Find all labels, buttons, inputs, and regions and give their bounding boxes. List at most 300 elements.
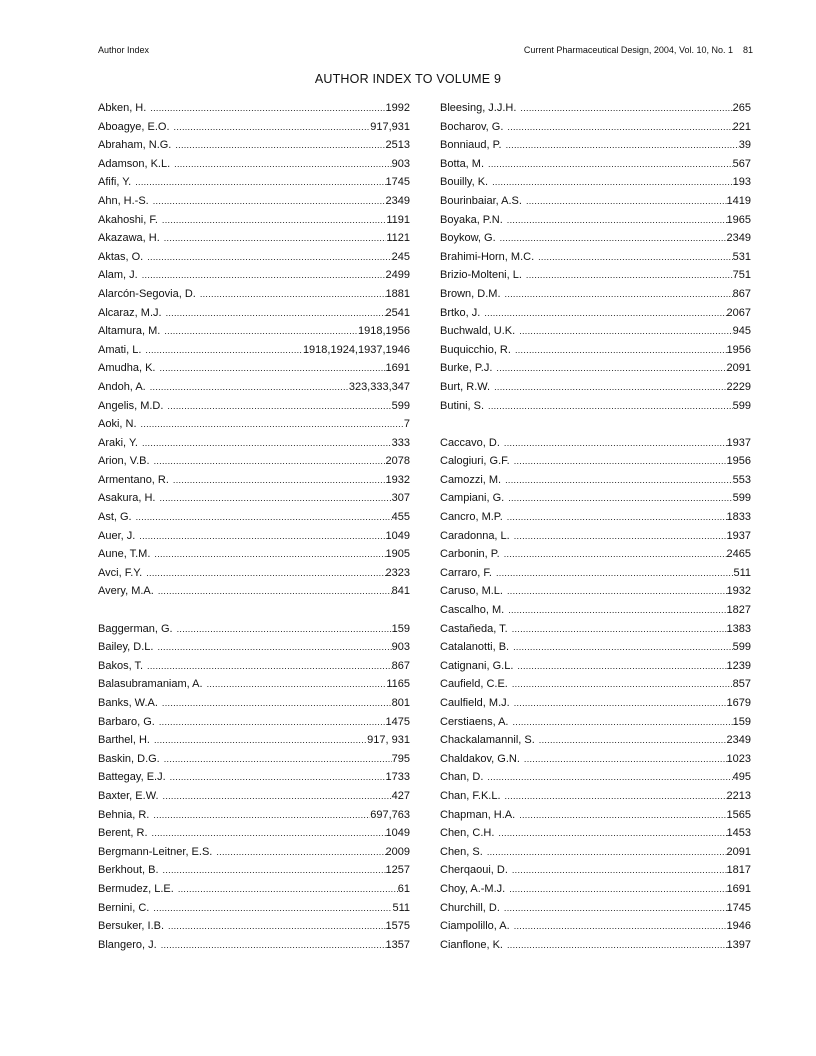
dot-leader: [508, 601, 726, 620]
author-name: Catignani, G.L.: [440, 659, 514, 672]
dot-leader: [154, 731, 367, 750]
index-entry: [98, 675, 410, 694]
index-entry: [440, 713, 751, 732]
dot-leader: [492, 173, 733, 192]
index-entry: [440, 638, 751, 657]
page-numbers: 2349: [385, 194, 410, 207]
index-entry: [98, 768, 410, 787]
page-numbers: 1956: [726, 455, 751, 468]
author-name: Abken, H.: [98, 102, 147, 114]
page-numbers: 323,333,347: [348, 380, 410, 393]
page-numbers: 1165: [386, 678, 410, 691]
page-numbers: 1475: [385, 715, 410, 728]
page-numbers: 917, 931: [367, 734, 410, 747]
author-name: Araki, Y.: [98, 436, 138, 449]
index-entry: [440, 731, 751, 750]
author-name: Adamson, K.L.: [98, 157, 171, 170]
author-name: Aoki, N.: [98, 418, 137, 431]
page-numbers: 567: [732, 157, 751, 170]
author-name: Castañeda, T.: [440, 622, 508, 635]
index-entry: [98, 266, 410, 285]
dot-leader: [517, 657, 726, 676]
author-name: Barbaro, G.: [98, 715, 155, 728]
page-numbers: 751: [732, 269, 751, 282]
page-numbers: 801: [391, 697, 410, 709]
dot-leader: [159, 489, 391, 508]
dot-leader: [487, 843, 727, 862]
dot-leader: [147, 657, 392, 676]
index-entry: [440, 155, 751, 174]
page-title: AUTHOR INDEX TO VOLUME 9: [314, 72, 502, 86]
index-entry: [440, 750, 751, 769]
index-entry: [440, 118, 751, 137]
author-name: Akahoshi, F.: [98, 213, 158, 226]
page-numbers: 2078: [385, 455, 410, 468]
page-numbers: 841: [391, 585, 410, 598]
dot-leader: [507, 118, 732, 137]
dot-leader: [159, 713, 386, 732]
author-name: Bailey, D.L.: [98, 641, 154, 654]
page-numbers: 1827: [726, 604, 751, 617]
page-numbers: 333: [391, 436, 410, 449]
page-numbers: 2349: [726, 734, 751, 747]
author-name: Avery, M.A.: [98, 585, 154, 598]
index-entry: [440, 806, 751, 825]
page-numbers: 867: [391, 659, 410, 672]
page-numbers: 2213: [726, 789, 751, 802]
dot-leader: [150, 378, 349, 397]
index-entry: [440, 341, 751, 360]
dot-leader: [496, 564, 733, 583]
page-numbers: 1121: [386, 232, 410, 245]
page-numbers: 2465: [726, 548, 751, 561]
dot-leader: [161, 936, 386, 955]
index-entry: [98, 99, 410, 118]
dot-leader: [494, 378, 726, 397]
dot-leader: [512, 713, 732, 732]
page-numbers: 1833: [726, 511, 751, 524]
index-entry: [440, 545, 751, 564]
page-numbers: 221: [732, 120, 751, 133]
index-entry: [98, 880, 410, 899]
page-numbers: 511: [733, 566, 751, 579]
author-name: Burke, P.J.: [440, 362, 493, 375]
author-name: Cherqaoui, D.: [440, 864, 508, 877]
author-name: Brtko, J.: [440, 306, 481, 319]
index-entry: [440, 322, 751, 341]
page-numbers: 697,763: [370, 808, 410, 821]
page-numbers: 795: [391, 752, 410, 765]
index-entry: [98, 248, 410, 267]
index-column-left: [98, 99, 410, 954]
dot-leader: [505, 471, 733, 490]
dot-leader: [519, 806, 726, 825]
page-numbers: 553: [732, 473, 751, 486]
page-numbers: 2229: [726, 380, 751, 393]
dot-leader: [514, 917, 727, 936]
page-numbers: 39: [738, 139, 751, 152]
author-name: Caufield, C.E.: [440, 678, 508, 691]
page-numbers: 531: [732, 250, 751, 263]
index-entry: [440, 471, 751, 490]
index-entry: [98, 211, 410, 230]
dot-leader: [506, 136, 739, 155]
index-entry: [440, 768, 751, 787]
author-name: Bonniaud, P.: [440, 139, 502, 152]
dot-leader: [484, 304, 726, 323]
author-name: Carraro, F.: [440, 566, 492, 579]
page-numbers: 867: [732, 287, 751, 300]
index-entry: [98, 136, 410, 155]
section-spacer: [440, 415, 751, 434]
page-numbers: 599: [732, 641, 751, 654]
dot-leader: [509, 880, 726, 899]
page-numbers: 1918,1924,1937,1946: [302, 343, 410, 356]
page-numbers: 1453: [726, 827, 751, 840]
index-entry: [440, 378, 751, 397]
page-numbers: 265: [732, 102, 751, 114]
dot-leader: [158, 582, 392, 601]
dot-leader: [515, 341, 727, 360]
page-numbers: 917,931: [370, 120, 410, 133]
page-numbers: 1965: [726, 213, 751, 226]
author-name: Bergmann-Leitner, E.S.: [98, 845, 213, 858]
index-entry: [440, 211, 751, 230]
index-entry: [440, 694, 751, 713]
index-entry: [98, 285, 410, 304]
page-numbers: 1946: [726, 920, 751, 933]
dot-leader: [514, 527, 727, 546]
author-name: Bleesing, J.J.H.: [440, 102, 517, 114]
author-name: Butini, S.: [440, 399, 485, 412]
author-name: Campiani, G.: [440, 492, 505, 505]
page-numbers: 1257: [385, 864, 410, 877]
author-name: Altamura, M.: [98, 325, 161, 338]
page-numbers: 1191: [386, 213, 410, 226]
dot-leader: [164, 750, 392, 769]
dot-leader: [178, 880, 398, 899]
author-name: Ahn, H.-S.: [98, 194, 149, 207]
author-name: Ast, G.: [98, 511, 132, 524]
dot-leader: [514, 452, 727, 471]
author-name: Asakura, H.: [98, 492, 156, 505]
index-entry: [440, 229, 751, 248]
page-numbers: 945: [732, 325, 751, 338]
index-entry: [440, 136, 751, 155]
author-name: Afifi, Y.: [98, 176, 132, 189]
dot-leader: [507, 508, 727, 527]
author-name: Armentano, R.: [98, 473, 169, 486]
page-numbers: 159: [732, 715, 751, 728]
index-entry: [98, 917, 410, 936]
author-name: Bernini, C.: [98, 901, 150, 914]
page-numbers: 2091: [726, 845, 751, 858]
dot-leader: [139, 527, 385, 546]
page-numbers: 1049: [385, 827, 410, 840]
index-entry: [98, 787, 410, 806]
page-numbers: 1733: [385, 771, 410, 784]
index-entry: [440, 508, 751, 527]
page-numbers: 1992: [385, 102, 410, 114]
author-name: Angelis, M.D.: [98, 399, 164, 412]
index-entry: [98, 452, 410, 471]
page-numbers: 307: [391, 492, 410, 505]
author-name: Brizio-Molteni, L.: [440, 269, 522, 282]
index-entry: [440, 601, 751, 620]
dot-leader: [162, 694, 392, 713]
dot-leader: [141, 415, 404, 434]
index-entry: [440, 285, 751, 304]
author-name: Chen, C.H.: [440, 827, 495, 840]
index-entry: [98, 750, 410, 769]
dot-leader: [488, 155, 733, 174]
page-numbers: 511: [392, 901, 410, 914]
author-name: Chapman, H.A.: [440, 808, 516, 821]
author-name: Bakos, T.: [98, 659, 144, 672]
dot-leader: [512, 675, 733, 694]
index-entry: [98, 508, 410, 527]
author-name: Alcaraz, M.J.: [98, 306, 162, 319]
dot-leader: [507, 582, 727, 601]
index-entry: [98, 415, 410, 434]
dot-leader: [174, 155, 391, 174]
author-name: Akazawa, H.: [98, 232, 160, 245]
author-name: Chan, D.: [440, 771, 484, 784]
author-name: Ciampolillo, A.: [440, 920, 510, 933]
index-entry: [98, 359, 410, 378]
author-name: Burt, R.W.: [440, 380, 491, 393]
dot-leader: [159, 359, 385, 378]
dot-leader: [539, 731, 727, 750]
dot-leader: [488, 397, 733, 416]
dot-leader: [173, 471, 386, 490]
index-entry: [98, 545, 410, 564]
author-name: Arion, V.B.: [98, 455, 150, 468]
dot-leader: [153, 899, 392, 918]
dot-leader: [487, 768, 732, 787]
page-numbers: 2009: [385, 845, 410, 858]
page-numbers: 1575: [385, 920, 410, 933]
author-name: Chen, S.: [440, 845, 483, 858]
author-name: Avci, F.Y.: [98, 566, 143, 579]
index-entry: [440, 304, 751, 323]
author-name: Calogiuri, G.F.: [440, 455, 510, 468]
index-entry: [98, 229, 410, 248]
index-entry: [98, 564, 410, 583]
index-entry: [98, 192, 410, 211]
author-name: Battegay, E.J.: [98, 771, 166, 784]
author-name: Berent, R.: [98, 827, 148, 840]
page-numbers: 159: [391, 622, 410, 635]
dot-leader: [498, 824, 726, 843]
author-name: Caruso, M.L.: [440, 585, 503, 598]
author-name: Catalanotti, B.: [440, 641, 510, 654]
page-numbers: 2349: [726, 232, 751, 245]
index-entry: [98, 304, 410, 323]
page-numbers: 599: [732, 492, 751, 505]
author-name: Churchill, D.: [440, 901, 500, 914]
dot-leader: [207, 675, 387, 694]
dot-leader: [512, 620, 727, 639]
dot-leader: [513, 638, 733, 657]
author-name: Baxter, E.W.: [98, 789, 159, 802]
page-numbers: 1419: [726, 194, 751, 207]
index-entry: [440, 266, 751, 285]
author-name: Buquicchio, R.: [440, 343, 511, 356]
author-name: Carbonin, P.: [440, 548, 500, 561]
index-entry: [98, 155, 410, 174]
author-name: Chackalamannil, S.: [440, 734, 535, 747]
author-name: Alarcón-Segovia, D.: [98, 287, 196, 300]
author-name: Berkhout, B.: [98, 864, 159, 877]
index-entry: [98, 899, 410, 918]
page-numbers: 495: [732, 771, 751, 784]
dot-leader: [154, 452, 386, 471]
index-entry: [98, 731, 410, 750]
author-name: Andoh, A.: [98, 380, 146, 393]
page-numbers: 2541: [385, 306, 410, 319]
index-entry: [98, 620, 410, 639]
page-numbers: 2513: [385, 139, 410, 152]
index-entry: [440, 527, 751, 546]
page-numbers: 193: [732, 176, 751, 189]
dot-leader: [175, 136, 385, 155]
author-name: Blangero, J.: [98, 938, 157, 951]
page-numbers: 1691: [385, 362, 410, 375]
index-entry: [98, 638, 410, 657]
dot-leader: [504, 545, 727, 564]
dot-leader: [526, 266, 733, 285]
dot-leader: [500, 229, 727, 248]
page-numbers: 1383: [726, 622, 751, 635]
author-name: Caulfield, M.J.: [440, 697, 510, 709]
page-numbers: 2091: [726, 362, 751, 375]
dot-leader: [174, 118, 371, 137]
dot-leader: [142, 266, 386, 285]
page-numbers: 427: [391, 789, 410, 802]
author-name: Behnia, R.: [98, 808, 150, 821]
index-entry: [440, 359, 751, 378]
dot-leader: [166, 304, 386, 323]
index-entry: [440, 843, 751, 862]
dot-leader: [504, 434, 727, 453]
index-entry: [98, 397, 410, 416]
dot-leader: [200, 285, 386, 304]
dot-leader: [505, 285, 733, 304]
index-entry: [98, 824, 410, 843]
index-entry: [98, 118, 410, 137]
page-numbers: 599: [391, 399, 410, 412]
author-name: Aboagye, E.O.: [98, 120, 170, 133]
author-name: Baskin, D.G.: [98, 752, 160, 765]
index-entry: [98, 582, 410, 601]
page-numbers: 1817: [726, 864, 751, 877]
dot-leader: [153, 806, 370, 825]
dot-leader: [216, 843, 385, 862]
index-entry: [440, 787, 751, 806]
dot-leader: [519, 322, 732, 341]
index-entry: [98, 173, 410, 192]
page-numbers: 1049: [385, 529, 410, 542]
dot-leader: [136, 508, 392, 527]
index-entry: [98, 843, 410, 862]
author-name: Chaldakov, G.N.: [440, 752, 520, 765]
page-numbers: 1918,1956: [358, 325, 410, 338]
page-numbers: 903: [391, 157, 410, 170]
index-entry: [440, 880, 751, 899]
dot-leader: [177, 620, 392, 639]
dot-leader: [142, 434, 392, 453]
author-name: Chan, F.K.L.: [440, 789, 501, 802]
page-numbers: 1679: [726, 697, 751, 709]
index-entry: [98, 322, 410, 341]
index-entry: [98, 527, 410, 546]
dot-leader: [154, 545, 385, 564]
dot-leader: [152, 824, 386, 843]
author-name: Caccavo, D.: [440, 436, 500, 449]
dot-leader: [147, 248, 391, 267]
index-entry: [440, 675, 751, 694]
index-entry: [440, 620, 751, 639]
index-entry: [440, 564, 751, 583]
index-entry: [98, 936, 410, 955]
author-name: Balasubramaniam, A.: [98, 678, 203, 691]
dot-leader: [164, 322, 358, 341]
author-name: Cianflone, K.: [440, 938, 503, 951]
author-name: Bermudez, L.E.: [98, 882, 174, 895]
page-numbers: 2323: [385, 566, 410, 579]
page-numbers: 1881: [385, 287, 410, 300]
author-name: Cancro, M.P.: [440, 511, 503, 524]
author-name: Barthel, H.: [98, 734, 150, 747]
author-name: Botta, M.: [440, 157, 485, 170]
author-name: Boyaka, P.N.: [440, 213, 503, 226]
dot-leader: [504, 899, 727, 918]
dot-leader: [170, 768, 386, 787]
author-name: Bocharov, G.: [440, 120, 504, 133]
author-name: Aktas, O.: [98, 250, 144, 263]
page-numbers: 599: [732, 399, 751, 412]
author-name: Amudha, K.: [98, 362, 156, 375]
dot-leader: [514, 694, 727, 713]
index-entry: [440, 397, 751, 416]
index-entry: [440, 489, 751, 508]
dot-leader: [505, 787, 727, 806]
index-entry: [440, 657, 751, 676]
page-numbers: 1745: [385, 176, 410, 189]
index-entry: [440, 248, 751, 267]
running-header-left: Author Index: [98, 45, 150, 55]
page-numbers: 1565: [726, 808, 751, 821]
page-numbers: 455: [391, 511, 410, 524]
author-name: Baggerman, G.: [98, 622, 173, 635]
author-name: Bersuker, I.B.: [98, 920, 165, 933]
page-numbers: 61: [397, 882, 410, 895]
page-numbers: 1937: [726, 436, 751, 449]
index-entry: [98, 806, 410, 825]
author-name: Alam, J.: [98, 269, 138, 282]
page-numbers: 2067: [726, 306, 751, 319]
index-entry: [98, 471, 410, 490]
author-name: Banks, W.A.: [98, 697, 158, 709]
dot-leader: [507, 936, 727, 955]
dot-leader: [135, 173, 385, 192]
page-numbers: 1691: [726, 882, 751, 895]
index-entry: [98, 341, 410, 360]
dot-leader: [145, 341, 303, 360]
dot-leader: [524, 750, 727, 769]
page-numbers: 7: [403, 418, 410, 431]
